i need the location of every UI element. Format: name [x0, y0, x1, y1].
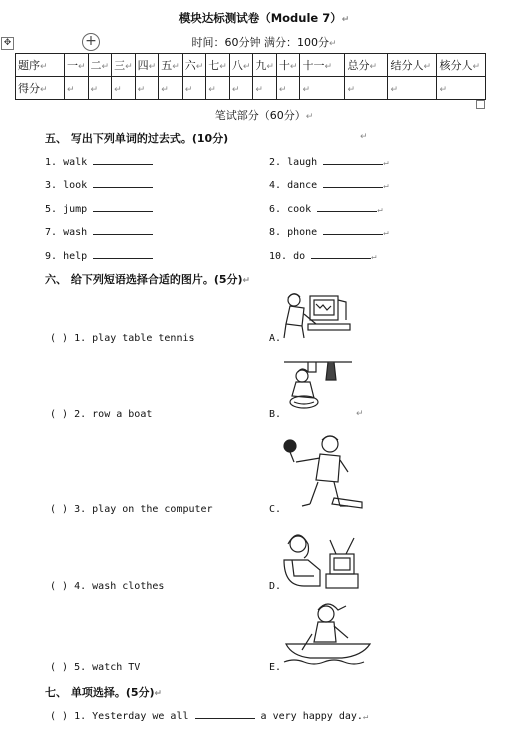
match-item: ( ) 4. wash clothes [50, 581, 165, 592]
score-table-cell[interactable]: ↵ [135, 77, 159, 100]
score-table-cell[interactable]: ↵ [206, 77, 230, 100]
score-table-score-row [16, 77, 486, 100]
score-table-cell[interactable]: 题序↵ [16, 54, 65, 77]
answer-blank[interactable] [323, 177, 383, 188]
score-table-cell[interactable]: 七↵ [206, 54, 230, 77]
option-letter: B. [269, 409, 282, 420]
match-item: ( ) 1. play table tennis [50, 333, 195, 344]
score-table-cell[interactable]: 二↵ [88, 54, 112, 77]
answer-blank[interactable] [323, 224, 383, 235]
option-letter: C. [269, 504, 282, 515]
paragraph-mark: ↵ [360, 132, 368, 142]
answer-blank[interactable] [195, 708, 255, 719]
option-letter: A. [269, 333, 282, 344]
score-table-header-row [16, 54, 486, 77]
score-table-cell[interactable]: 九↵ [253, 54, 277, 77]
score-table-cell[interactable]: 三↵ [112, 54, 136, 77]
girl-rowing-boat-picture [282, 602, 378, 668]
score-table-cell[interactable]: ↵ [229, 77, 253, 100]
score-table-cell[interactable]: ↵ [112, 77, 136, 100]
answer-blank[interactable] [93, 224, 153, 235]
option-letter: D. [269, 581, 282, 592]
answer-parentheses[interactable]: ( ) [50, 504, 69, 515]
answer-blank[interactable] [311, 248, 371, 259]
word-item: 4. dance ↵ [269, 177, 389, 191]
paper-subtitle: 时间：60分钟 满分：100分↵ [191, 36, 337, 49]
paper-title: 模块达标测试卷（Module 7）↵ [178, 11, 350, 25]
score-table [15, 53, 486, 100]
score-table-cell[interactable]: ↵ [437, 77, 486, 100]
answer-blank[interactable] [317, 201, 377, 212]
boy-at-computer-picture [280, 290, 352, 342]
match-item: ( ) 3. play on the computer [50, 504, 213, 515]
match-item: ( ) 5. watch TV [50, 662, 141, 673]
score-table-cell[interactable]: ↵ [345, 77, 388, 100]
section-5-title: 五、 写出下列单词的过去式。(10分) [45, 132, 229, 145]
score-table-cell[interactable]: ↵ [88, 77, 112, 100]
score-table-cell[interactable]: 八↵ [229, 54, 253, 77]
word-item: 1. walk [45, 154, 153, 168]
score-table-cell[interactable]: 四↵ [135, 54, 159, 77]
score-table-cell[interactable]: ↵ [65, 77, 89, 100]
answer-blank[interactable] [93, 248, 153, 259]
score-table-cell[interactable]: 一↵ [65, 54, 89, 77]
answer-blank[interactable] [323, 154, 383, 165]
score-table-cell[interactable]: 结分人↵ [388, 54, 437, 77]
word-item: 5. jump [45, 201, 153, 215]
paragraph-mark: ↵ [328, 39, 337, 49]
table-move-handle-icon[interactable]: ✥ [1, 37, 14, 50]
word-item: 10. do ↵ [269, 248, 377, 262]
score-table-cell[interactable]: 总分↵ [345, 54, 388, 77]
score-table-cell[interactable]: ↵ [182, 77, 206, 100]
answer-parentheses[interactable]: ( ) [50, 662, 69, 673]
answer-parentheses[interactable]: ( ) [50, 409, 69, 420]
answer-blank[interactable] [93, 201, 153, 212]
paragraph-mark: ↵ [356, 409, 364, 419]
score-table-cell[interactable]: ↵ [253, 77, 277, 100]
section-7-title: 七、 单项选择。(5分)↵ [45, 686, 163, 699]
word-item: 8. phone ↵ [269, 224, 389, 238]
score-table-cell[interactable]: 五↵ [159, 54, 183, 77]
score-table-cell[interactable]: ↵ [276, 77, 300, 100]
answer-parentheses[interactable]: ( ) [50, 711, 69, 722]
answer-blank[interactable] [93, 177, 153, 188]
score-table-cell[interactable]: ↵ [300, 77, 345, 100]
score-table-cell[interactable]: 得分↵ [16, 77, 65, 100]
section-6-title: 六、 给下列短语选择合适的图片。(5分)↵ [45, 273, 251, 286]
score-table-cell[interactable]: 十↵ [276, 54, 300, 77]
match-item: ( ) 2. row a boat [50, 409, 153, 420]
score-table-cell[interactable]: 六↵ [182, 54, 206, 77]
girl-washing-clothes-picture [282, 358, 354, 414]
score-table-cell[interactable]: 核分人↵ [437, 54, 486, 77]
answer-parentheses[interactable]: ( ) [50, 333, 69, 344]
score-table-cell[interactable]: ↵ [159, 77, 183, 100]
option-letter: E. [269, 662, 282, 673]
choice-item: ( ) 1. Yesterday we all a very happy day.↵ [50, 708, 368, 722]
score-table-cell[interactable]: ↵ [388, 77, 437, 100]
answer-parentheses[interactable]: ( ) [50, 581, 69, 592]
boy-playing-table-tennis-picture [282, 432, 364, 516]
table-insert-column-icon[interactable]: + [82, 33, 100, 51]
written-part-heading: 笔试部分（60分）↵ [214, 109, 314, 122]
word-item: 3. look [45, 177, 153, 191]
word-item: 2. laugh ↵ [269, 154, 389, 168]
word-item: 9. help [45, 248, 153, 262]
score-table-cell[interactable]: 十一↵ [300, 54, 345, 77]
paragraph-mark: ↵ [341, 15, 350, 25]
word-item: 7. wash [45, 224, 153, 238]
answer-blank[interactable] [93, 154, 153, 165]
word-item: 6. cook ↵ [269, 201, 383, 215]
girl-watching-tv-picture [280, 530, 364, 594]
